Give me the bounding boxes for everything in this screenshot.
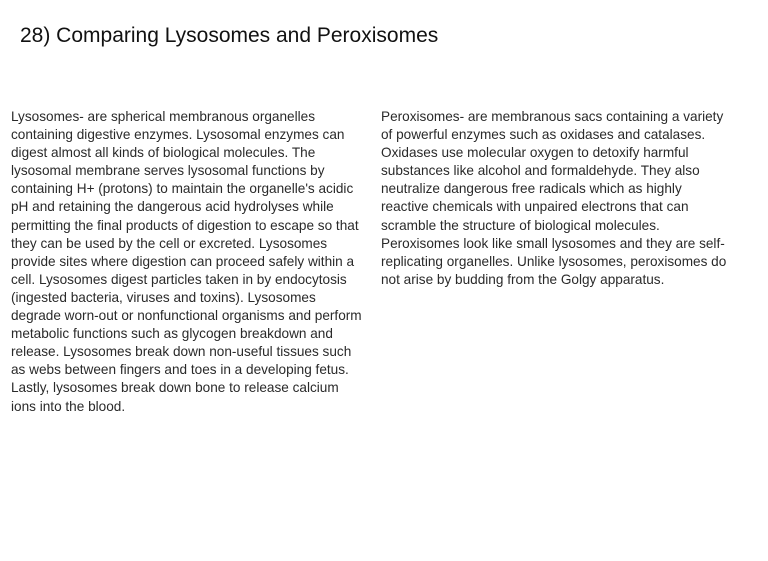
lysosomes-paragraph: Lysosomes- are spherical membranous organelles containing digestive enzymes. Lysosomal enzymes can digest almost all kinds of biological molecules. The lysosomal membrane serves lysosomal functions by containing H+ (protons) to maintain the organelle's acidic pH and retaining the dangerous acid hydrolyses while permitting the final products of digestion to escape so that they can be used by the cell or excreted. Lysosomes provide sites where digestion can proceed safely within a cell. Lysosomes digest particles taken in by endocytosis (ingested bacteria, viruses and toxins). Lysosomes degrade worn-out or nonfunctional organisms and perform metabolic functions such as glycogen breakdown and release. Lysosomes break down non-useful tissues such as webs between fingers and toes in a developing fetus. Lastly, lysosomes break down bone to release calcium ions into the blood. xyxy=(11,109,362,414)
slide-title: 28) Comparing Lysosomes and Peroxisomes xyxy=(20,24,439,47)
peroxisomes-paragraph: Peroxisomes- are membranous sacs containing a variety of powerful enzymes such as oxidases and catalases. Oxidases use molecular oxygen to detoxify harmful substances like alcohol and formaldehyde. They also neutralize dangerous free radicals which as highly reactive chemicals with unpaired electrons that can scramble the structure of biological molecules. Peroxisomes look like small lysosomes and they are self-replicating organelles. Unlike lysosomes, peroxisomes do not arise by budding from the Golgy apparatus. xyxy=(381,109,727,287)
